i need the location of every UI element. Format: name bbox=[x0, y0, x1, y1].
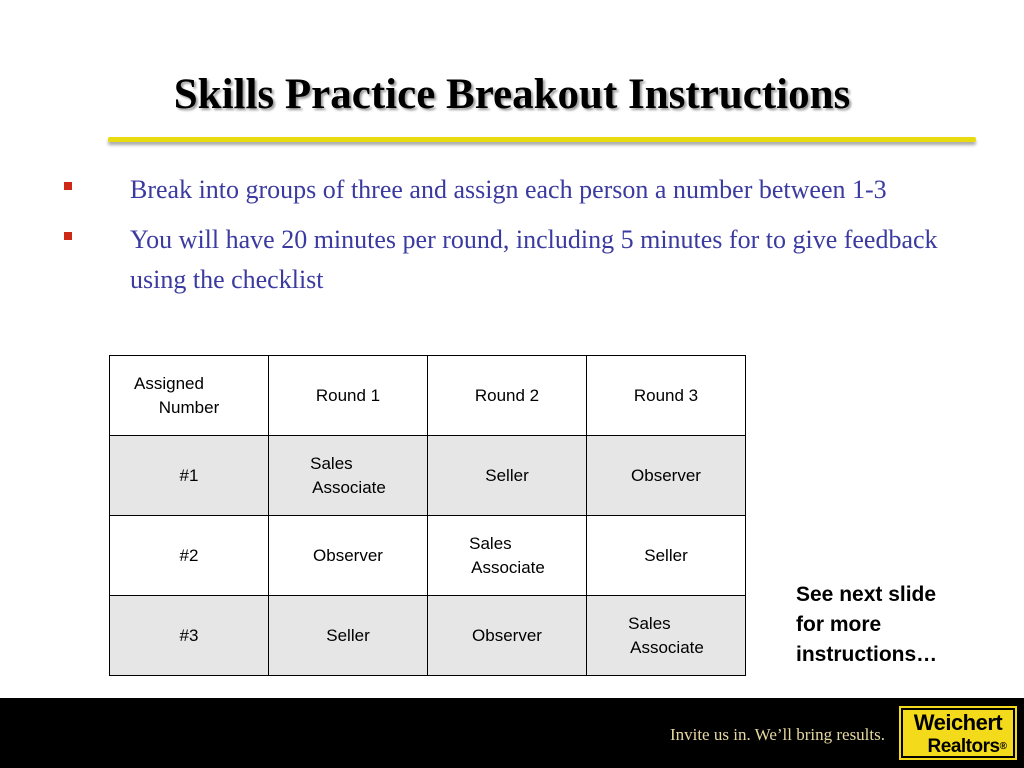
cell-number: #1 bbox=[110, 436, 269, 516]
bullet-item bbox=[60, 170, 980, 210]
cell-text-line1: Sales bbox=[469, 533, 512, 553]
logo-line2-text: Realtors bbox=[927, 736, 1000, 757]
slide-title: Skills Practice Breakout Instructions bbox=[173, 71, 851, 118]
bullet-list bbox=[60, 170, 980, 310]
cell-number: #3 bbox=[110, 596, 269, 676]
header-assigned-number bbox=[110, 356, 269, 436]
registered-mark: ® bbox=[999, 741, 1007, 752]
note-line2: for more bbox=[796, 613, 882, 636]
header-round-1: Round 1 bbox=[269, 356, 428, 436]
bullet-text: You will have 20 minutes per round, including 5 minutes for to give feedback using the checklist bbox=[130, 225, 938, 294]
cell-text-line2: Associate bbox=[630, 637, 704, 657]
weichert-logo bbox=[897, 704, 1019, 762]
square-bullet-icon bbox=[64, 232, 72, 240]
cell-round-2: Seller bbox=[428, 436, 587, 516]
cell-text-line2: Associate bbox=[312, 477, 386, 497]
cell-text-line1: Sales bbox=[310, 453, 353, 473]
header-assigned-line1: Assigned bbox=[134, 373, 204, 393]
cell-round-1: Seller bbox=[269, 596, 428, 676]
note-line3: instructions… bbox=[796, 643, 938, 666]
header-round-3: Round 3 bbox=[587, 356, 746, 436]
table-header-row bbox=[110, 356, 746, 436]
logo-line2 bbox=[899, 736, 1017, 758]
cell-round-2 bbox=[428, 516, 587, 596]
table-row bbox=[110, 436, 746, 516]
header-assigned-line2: Number bbox=[158, 397, 220, 417]
footer-tagline: Invite us in. We’ll bring results. bbox=[669, 725, 885, 744]
footer-bar bbox=[0, 698, 1024, 768]
note-line1: See next slide bbox=[796, 583, 937, 606]
cell-round-1: Observer bbox=[269, 516, 428, 596]
cell-round-3 bbox=[587, 596, 746, 676]
square-bullet-icon bbox=[64, 182, 72, 190]
role-rotation-table bbox=[109, 355, 746, 676]
cell-round-1 bbox=[269, 436, 428, 516]
cell-round-3: Seller bbox=[587, 516, 746, 596]
cell-round-3: Observer bbox=[587, 436, 746, 516]
next-slide-note bbox=[796, 580, 1006, 670]
logo-line1: Weichert bbox=[913, 710, 1003, 735]
bullet-item bbox=[60, 220, 980, 300]
cell-round-2: Observer bbox=[428, 596, 587, 676]
cell-text-line2: Associate bbox=[471, 557, 545, 577]
table-row bbox=[110, 596, 746, 676]
header-round-2: Round 2 bbox=[428, 356, 587, 436]
cell-text-line1: Sales bbox=[628, 613, 671, 633]
cell-number: #2 bbox=[110, 516, 269, 596]
title-underline bbox=[108, 137, 976, 142]
bullet-text: Break into groups of three and assign each person a number between 1-3 bbox=[130, 175, 887, 204]
table-row bbox=[110, 516, 746, 596]
